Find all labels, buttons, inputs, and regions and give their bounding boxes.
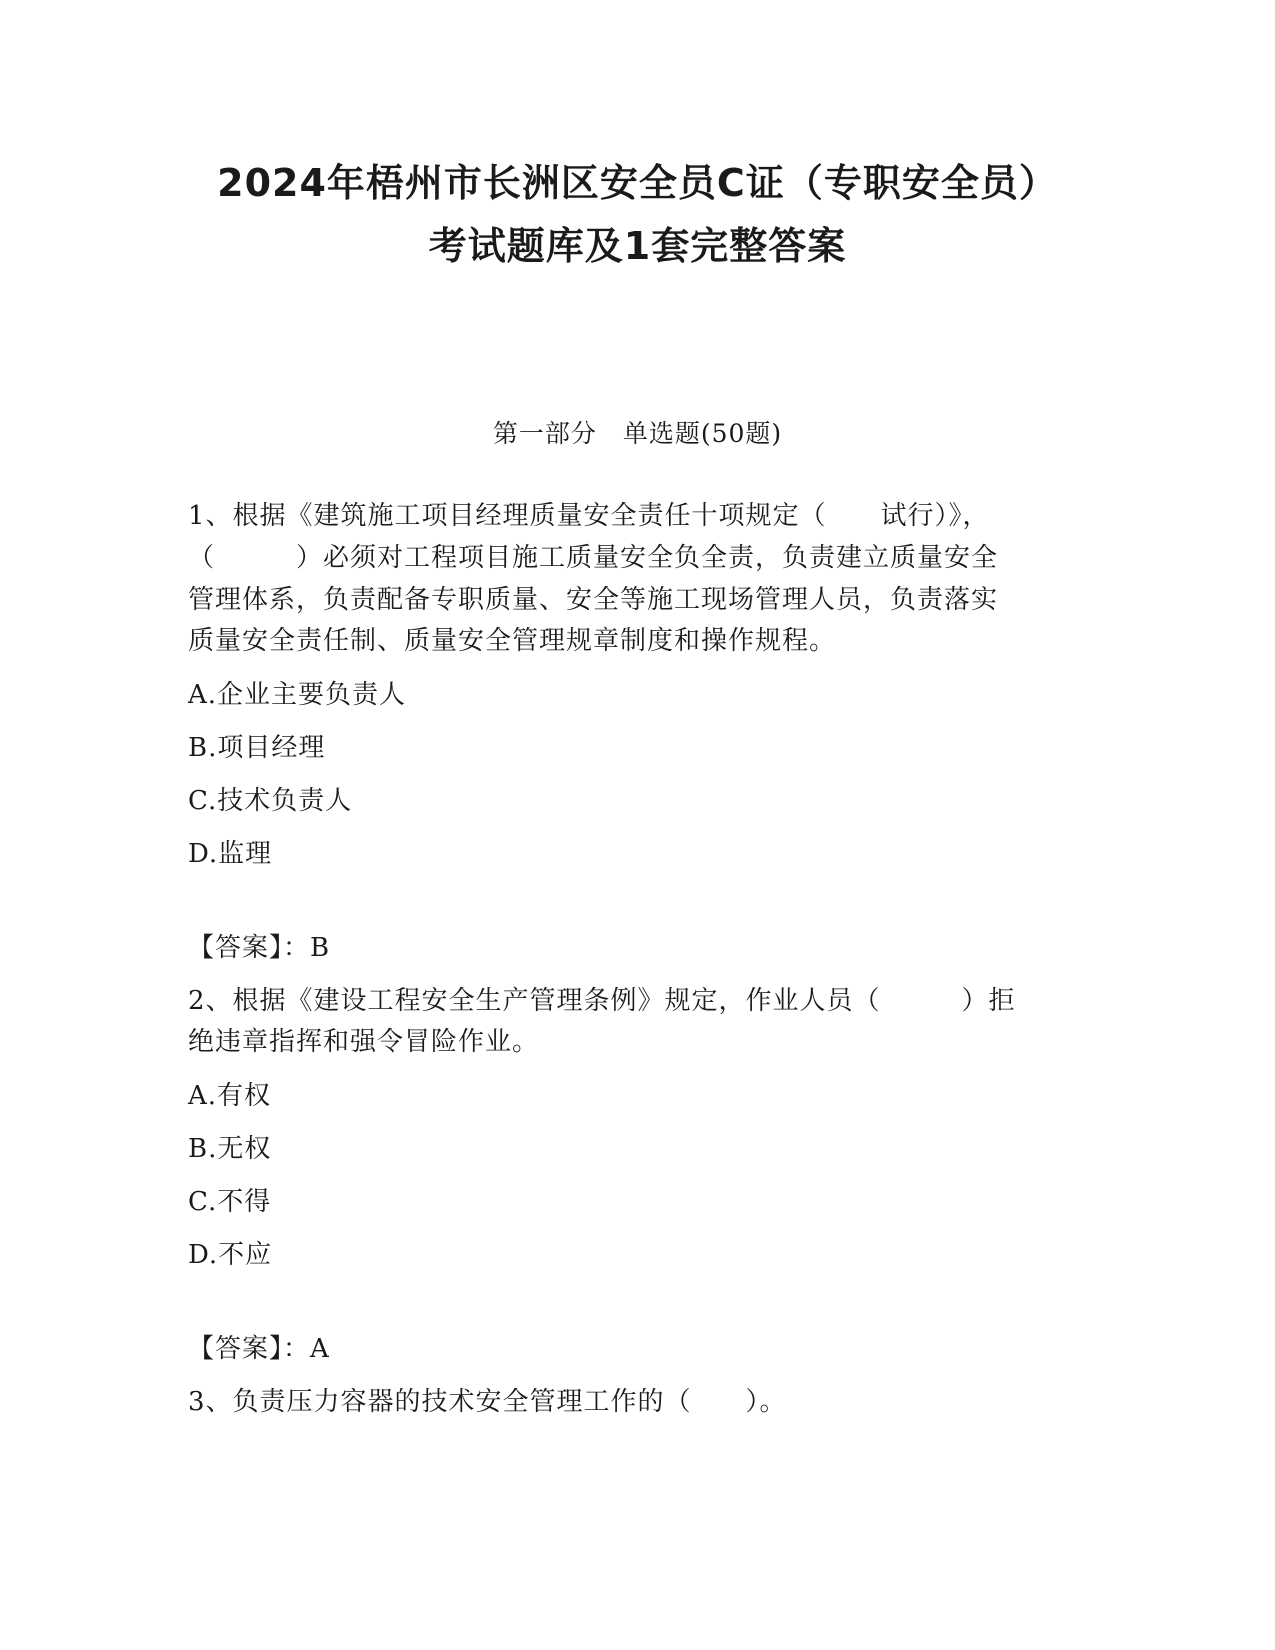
question-1-option-d: D.监理 bbox=[188, 839, 273, 869]
question-1-text-line-3: 管理体系，负责配备专职质量、安全等施工现场管理人员，负责落实 bbox=[188, 585, 999, 615]
question-1-text-line-4: 质量安全责任制、质量安全管理规章制度和操作规程。 bbox=[188, 626, 837, 656]
question-1-text-line-2: （ ）必须对工程项目施工质量安全负全责，负责建立质量安全 bbox=[188, 543, 999, 573]
question-2-option-a: A.有权 bbox=[188, 1081, 272, 1111]
question-2-option-c: C.不得 bbox=[188, 1187, 272, 1217]
question-1-text-line-1: 1、根据《建筑施工项目经理质量安全责任十项规定（ 试行）》， bbox=[188, 501, 990, 531]
question-1-answer: 【答案】：B bbox=[188, 933, 331, 963]
question-2-option-d: D.不应 bbox=[188, 1240, 273, 1270]
question-3-text-line-1: 3、负责压力容器的技术安全管理工作的（ ）。 bbox=[188, 1387, 787, 1417]
question-1-option-a: A.企业主要负责人 bbox=[188, 680, 407, 710]
question-2-option-b: B.无权 bbox=[188, 1134, 272, 1164]
question-1-option-b: B.项目经理 bbox=[188, 733, 326, 763]
question-1-option-c: C.技术负责人 bbox=[188, 786, 353, 816]
question-2-text-line-2: 绝违章指挥和强令冒险作业。 bbox=[188, 1027, 540, 1057]
document-title-line-1: 2024年梧州市长洲区安全员C证（专职安全员） bbox=[217, 161, 1058, 205]
section-heading: 第一部分 单选题(50题) bbox=[492, 419, 783, 448]
document-title-line-2: 考试题库及1套完整答案 bbox=[428, 224, 847, 268]
question-2-text-line-1: 2、根据《建设工程安全生产管理条例》规定，作业人员（ ）拒 bbox=[188, 986, 1016, 1016]
question-2-answer: 【答案】：A bbox=[188, 1334, 330, 1364]
